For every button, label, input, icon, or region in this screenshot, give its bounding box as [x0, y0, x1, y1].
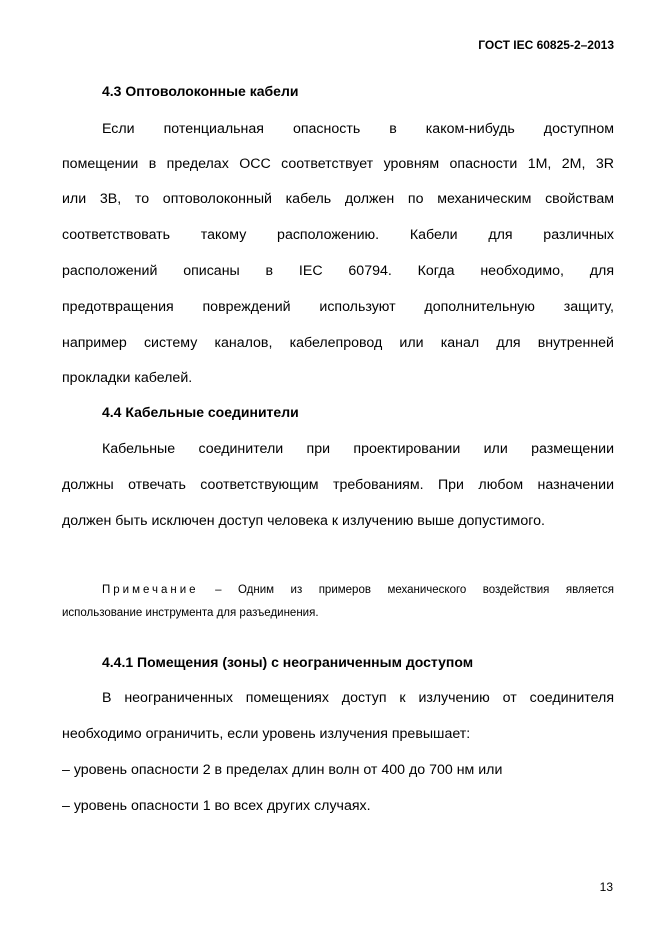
paragraph-line: должны отвечать соответствующим требованиям. При любом назначении	[62, 477, 614, 493]
paragraph-line: или 3В, то оптоволоконный кабель должен по механическим свойствам	[62, 191, 614, 207]
note-line: использование инструмента для разъединения.	[62, 607, 319, 619]
note-text: – Одним из примеров механического воздействия является	[215, 584, 615, 596]
note-label: Примечание	[102, 584, 199, 596]
paragraph-line: необходимо ограничить, если уровень излучения превышает:	[62, 726, 471, 742]
section-heading-4-3: 4.3 Оптоволоконные кабели	[102, 83, 299, 99]
note-line	[102, 584, 614, 596]
list-item: – уровень опасности 2 в пределах длин волн от 400 до 700 нм или	[62, 762, 503, 778]
paragraph-line: помещении в пределах ОСС соответствует уровням опасности 1М, 2М, 3R	[62, 156, 614, 172]
page-number: 13	[599, 880, 613, 894]
section-heading-4-4-1: 4.4.1 Помещения (зоны) с неограниченным доступом	[102, 654, 474, 670]
paragraph-line: В неограниченных помещениях доступ к излучению от соединителя	[102, 690, 614, 706]
paragraph-line: расположений описаны в IEC 60794. Когда необходимо, для	[62, 263, 614, 279]
paragraph-line: Если потенциальная опасность в каком-нибудь доступном	[102, 121, 614, 137]
document-header: ГОСТ IEC 60825-2–2013	[478, 38, 614, 52]
list-item: – уровень опасности 1 во всех других случаях.	[62, 798, 371, 814]
paragraph-line: прокладки кабелей.	[62, 370, 193, 386]
paragraph-line: Кабельные соединители при проектировании или размещении	[102, 441, 614, 457]
paragraph-line: предотвращения повреждений используют дополнительную защиту,	[62, 299, 614, 315]
paragraph-line: соответствовать такому расположению. Кабели для различных	[62, 227, 614, 243]
paragraph-line: например систему каналов, кабелепровод или канал для внутренней	[62, 335, 614, 351]
section-heading-4-4: 4.4 Кабельные соединители	[102, 404, 299, 420]
paragraph-line: должен быть исключен доступ человека к излучению выше допустимого.	[62, 513, 545, 529]
